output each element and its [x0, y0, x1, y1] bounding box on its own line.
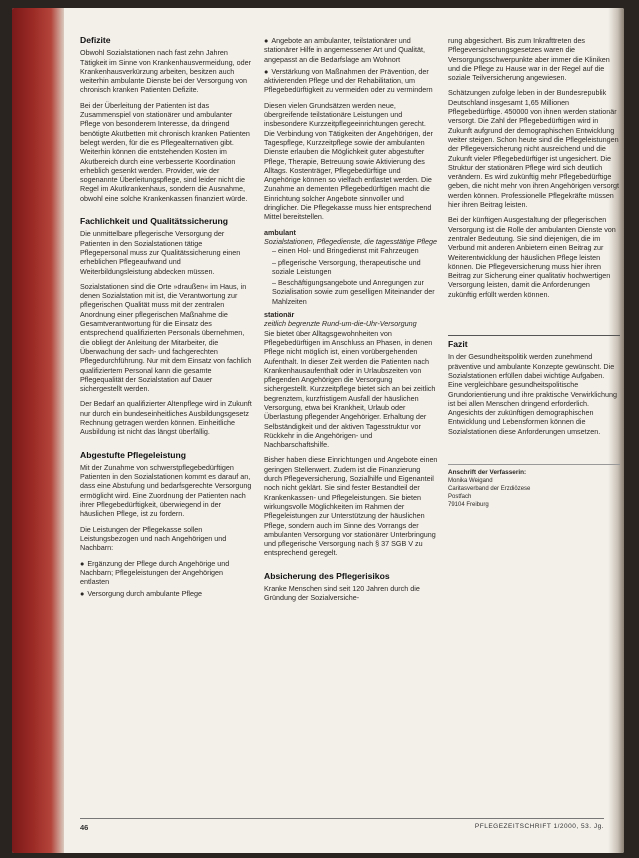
bullet-item: ● Versorgung durch ambulante Pflege	[80, 589, 203, 599]
dash-item: – pflegerische Versorgung, therapeutische und soziale Leistungen	[272, 257, 421, 276]
paragraph: rung abgesichert. Bis zum Inkrafttreten des Pflegeversicherungsgesetzes waren die Versorgungsschwerpunkte aber immer die Kliniken und die Pflege zu Hause war in der Regel auf die soziale Teilversicherung angewiesen.	[448, 36, 610, 83]
paragraph: Bei der Überleitung der Patienten ist das Zusammenspiel von stationärer und ambulanter Pflege von besonderem Interesse, da dringend benötigte Akutbetten mit chronisch kranken Patienten belegt werden, für die es Pflegealternativen gibt. Weiterhin können die entstehenden Kosten im Akutbereich durch eine verbesserte Koordination erheblich gesenkt werden. Provider, wie der sogenannte Überleitungspflege, sind leider nicht die Regel im Akutkrankenhaus, sondern die Ausnahme, obwohl eine solche Krankenkassen finanziert würde.	[80, 100, 250, 203]
heading-abgestufte-pflege: Abgestufte Pflegeleistung	[80, 449, 186, 460]
address-line: Monika Weigand	[448, 477, 493, 484]
bullet-item: ● Ergänzung der Pflege durch Angehörige und Nachbarn; Pflegeleistungen der Angehörigen entlasten	[80, 558, 230, 587]
paragraph: Die unmittelbare pflegerische Versorgung der Patienten in den Sozialstationen tätige Pflegepersonal muss zur Qualitätssicherung einen erheblichen Pflegeaufwand und Weiterbildungsleistung abdecken müssen.	[80, 229, 241, 276]
bullet-item: ● Angebote an ambulanter, teilstationärer und stationärer Hilfe in angemessener Art und Qualität, angepasst an die Bedarfslage am Wohnort	[264, 36, 426, 64]
heading-fazit: Fazit	[448, 339, 468, 350]
address-line: Caritasverband der Erzdiözese	[448, 485, 531, 492]
paragraph: Der Bedarf an qualifizierter Altenpflege wird in Zukunft nur durch ein bundeseinheitliches Ausbildungsgesetz Rechnung getragen werden können. Einheitliche Ausbildung ist nicht das längst überfällig.	[80, 399, 252, 437]
paragraph: Mit der Zunahme von schwerstpflegebedürftigen Patienten in den Sozialstationen kommt es darauf an, dass eine Abstufung und bedarfsgerechte Versorgung ermöglicht wird. Eine Zuordnung der Patienten nach ihrer Pflegebedürftigkeit, überwiegend in der häuslichen Pflege, ist zu fordern.	[80, 462, 252, 519]
journal-page	[12, 8, 624, 853]
heading-fachlichkeit: Fachlichkeit und Qualitätssicherung	[80, 216, 229, 227]
paragraph: Sozialstationen sind die Orte »draußen« im Haus, in denen Sozialstation mit ist, die Verantwortung zur pflegerischen Qualität muss mit der zentralen Anordnung einer pflegerischen Maßnahme die Gesamtverantwortung für die Einsatz des entsprechend qualifizierten Personals übernehmen, die obliegt der Anleitung der Mitarbeiter, die Überwachung der sach- und fachgerechten Pflegedurchführung. Nur mit dem Einsatz von fachlich qualifiziertem Personal kann die gesamte Pflegequalität der Sozialstation auf Dauer sichergestellt werden.	[80, 281, 252, 394]
paragraph: Obwohl Sozialstationen nach fast zehn Jahren Tätigkeit im Sinne von Krankenhausvermeidung, oder Krankenhausverkürzung arbeiten, besitzen auch weiterhin ambulante Dienste bei der Versorgung von chronisch kranken Patienten Defizite.	[80, 48, 251, 95]
column-2	[264, 36, 438, 609]
address-line: 79104 Freiburg	[448, 501, 489, 508]
paragraph: Sie bietet über Alltagsgewohnheiten von Pflegebedürftigen im Anschluss an Phasen, in denen Pflege nicht möglich ist, einen vorübergehenden Aufenthalt. In dieser Zeit werden die Patienten nach Krankenhausaufenthalt oder in Urlaubszeiten von pflegenden Angehörigen die Versorgung sichergestellt. Kurzzeitpflege bietet sich an bei zeitlich begrenztem, kurzfristigem Ausfall der häuslichen Versorgung, etwa bei Krankheit, Urlaub oder Überlastung pflegender Angehöriger. Erhaltung der Selbständigkeit und der aktiven Tagesstruktur vor Rückkehr in die Angehörigen- und Nachbarschaftshilfe.	[264, 328, 436, 450]
paragraph: In der Gesundheitspolitik werden zunehmend präventive und ambulante Konzepte gewünscht. Die Sozialstationen erfüllen dabei wichtige Aufgaben. Eine vergleichbare gesundheitspolitische Grundorientierung und ihre praktische Verwirklichung ist bei allen Menschen dringend erforderlich. Angesichts der zukünftigen demographischen Entwicklung und Lebensformen können die Sozialstationen diese Anforderungen umsetzen.	[448, 352, 617, 436]
label-ambulant: ambulant	[264, 227, 296, 237]
dash-item: – einen Hol- und Bringedienst mit Fahrzeugen	[272, 246, 419, 256]
footer-rule	[80, 818, 604, 819]
heading-absicherung: Absicherung des Pflegerisikos	[264, 570, 390, 581]
paragraph: Kranke Menschen sind seit 120 Jahren durch die Gründung der Sozialversiche-	[264, 584, 420, 603]
bullet-icon: ●	[80, 558, 85, 568]
bullet-icon: ●	[80, 589, 85, 599]
column-1	[80, 36, 252, 602]
address-line: Postfach	[448, 493, 472, 500]
paragraph: Diesen vielen Grundsätzen werden neue, übergreifende teilstationäre Leistungen und insbesondere Kurzzeitpflegeeinrichtungen gerecht. Die Verbindung von Tätigkeiten der Angehörigen, der Tagespflege, Kurzzeitpflege sowie der ambulanten Dienste erlauben die Möglichkeit guter abgestufter Pflege, Therapie, Betreuung sowie Aktivierung des Alltags. Kostenträger, Pflegebedürftige und Angehörige können so vielfach entlastet werden. Die Zunahme an dementen Pflegebedürftigen macht die Einrichtung solcher Angebote sinnvoller und dringlicher. Die Pflegekasse muss hier entsprechend Mittel bereitstellen.	[264, 100, 433, 222]
page-footer	[80, 823, 620, 837]
page-number: 46	[80, 823, 89, 832]
bullet-icon: ●	[264, 66, 269, 76]
italic-subtitle: zeitlich begrenzte Rund-um-die-Uhr-Versorgung	[264, 319, 417, 329]
book-spine	[12, 8, 64, 853]
paragraph: Die Leistungen der Pflegekasse sollen Leistungsbezogen und nach Angehörigen und Nachbarn:	[80, 524, 227, 553]
paragraph: Bisher haben diese Einrichtungen und Angebote einen geringen Stellenwert. Zudem ist die Finanzierung durch Pflegeversicherung, Sozialhilfe und Eigenanteil noch nicht geklärt. Sie sind fester Bestandteil der Krankenkassen- und Pflegeleistungen. Sie bieten wirkungsvolle Möglichkeiten im Rahmen der Pflegeleistungen zur Unterstützung der häuslichen Pflege, sondern auch im Sinne des Vorrangs der ambulanten Versorgung vor stationärer Unterbringung und pflegerische Versorgung nach § 37 SGB V zu entsprechend geregelt.	[264, 455, 438, 558]
bullet-item: ● Verstärkung von Maßnahmen der Prävention, der aktivierenden Pflege und der Rehabilitation, um Pflegebedürftigkeit zu vermeiden oder zu vermindern	[264, 66, 433, 95]
column-3	[448, 36, 620, 509]
paragraph: Bei der künftigen Ausgestaltung der pflegerischen Versorgung ist die Rolle der ambulanten Dienste von zentraler Bedeutung. Sie sind diejenigen, die im Verbund mit anderen Anbietern einen Beitrag zur Weiterentwicklung der häuslichen Pflege leisten können. Die Pflegeversicherung muss hier ihren Beitrag zur Sicherung einer qualitativ hochwertigen Versorgung leisten, damit die Anforderungen zukünftig erfüllt werden können.	[448, 215, 616, 299]
label-stationaer: stationär	[264, 310, 295, 320]
heading-defizite: Defizite	[80, 35, 111, 45]
address-title: Anschrift der Verfasserin:	[448, 468, 527, 476]
dash-item: – Beschäftigungsangebote und Anregungen zur Sozialisation sowie zum geselligen Miteinander der Mahlzeiten	[272, 278, 435, 306]
italic-subtitle: Sozialstationen, Pflegedienste, die tagesstätige Pflege	[264, 236, 438, 246]
bullet-icon: ●	[264, 36, 269, 45]
journal-reference: PFLEGEZEITSCHRIFT 1/2000, 53. Jg.	[474, 823, 604, 830]
author-address	[448, 464, 620, 509]
paragraph: Schätzungen zufolge leben in der Bundesrepublik Deutschland insgesamt 1,65 Millionen Pflegebedürftige. 450000 von ihnen werden stationär versorgt. Die Zahl der Pflegebedürftigen wird in Zukunft aufgrund der demographischen Entwicklung weiter steigen. Schon heute sind die Pflegeleistungen der Pflegeversicherung nicht ausreichend und die Zukunft vieler Pflegebedürftiger ist ungesichert. Die Struktur der stationären Pflege wird sich deutlich verändern. Es wird zukünftig mehr Pflegebedürftige geben, die nicht mehr von ihren Angehörigen versorgt werden können. Professionelle Pflegekräfte müssen hier ihren Beitrag leisten.	[448, 88, 620, 210]
